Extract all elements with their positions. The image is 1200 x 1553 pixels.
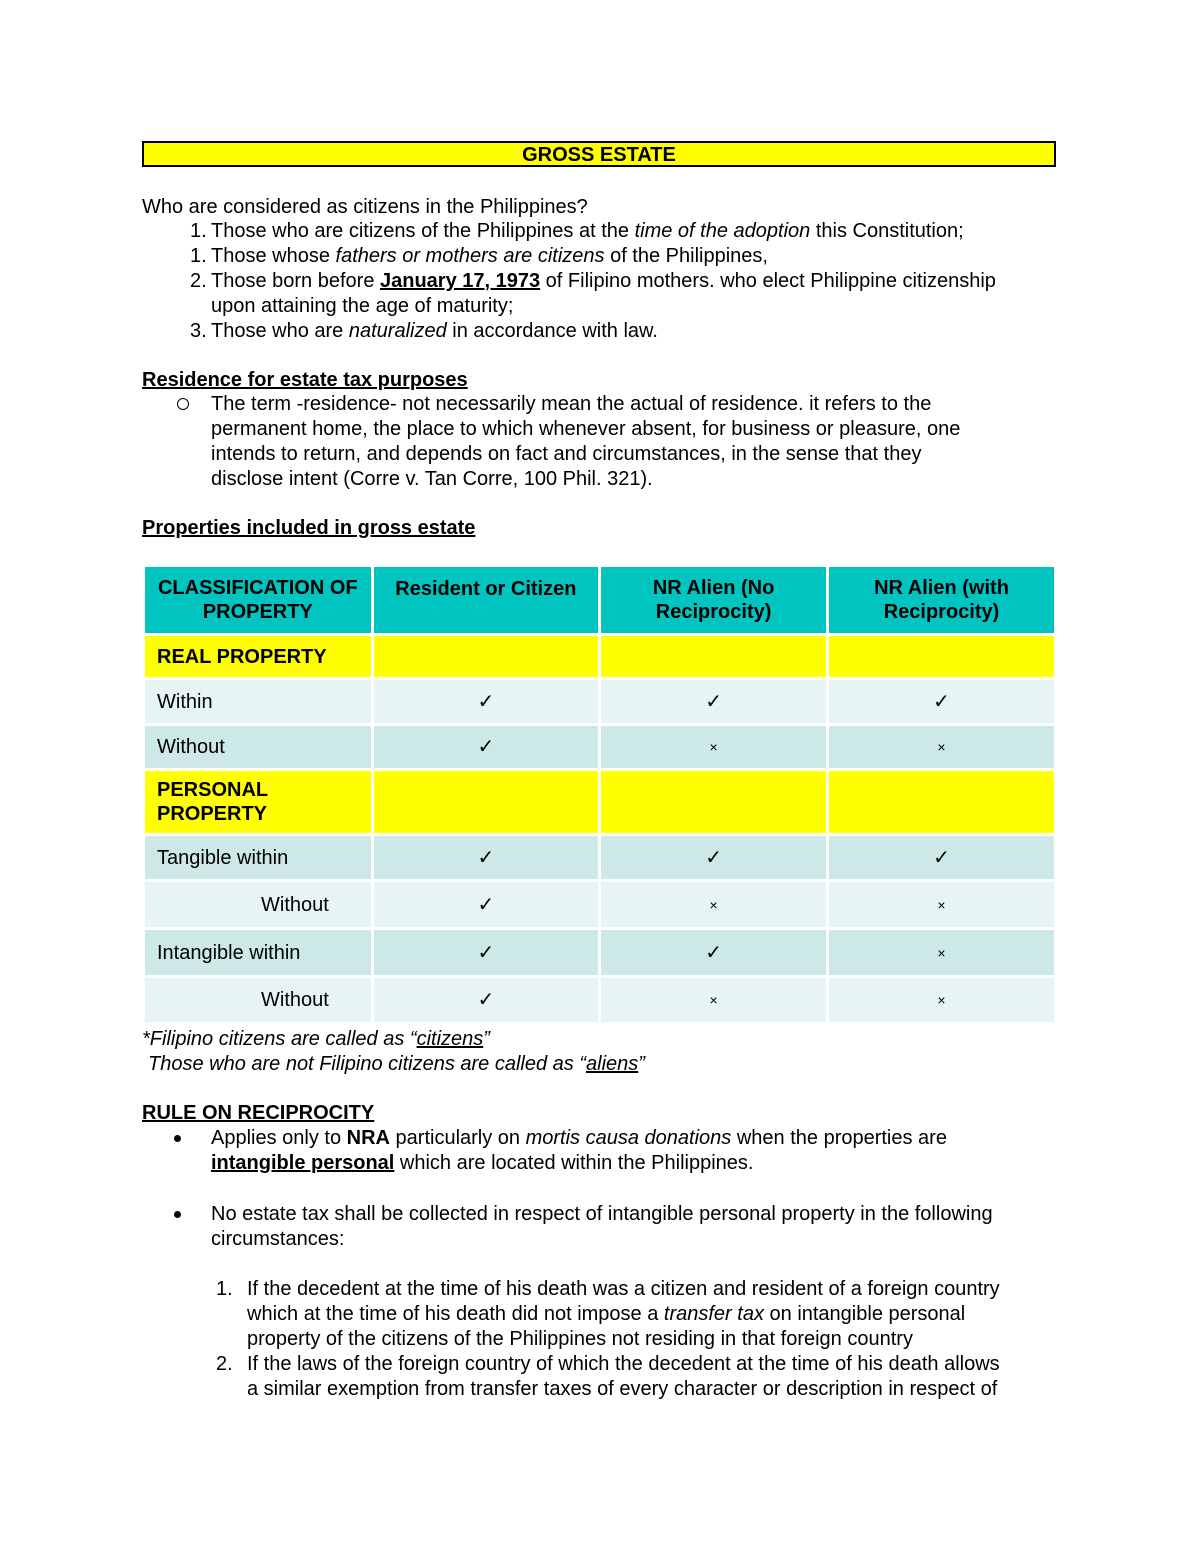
list-number: 1. <box>190 220 207 242</box>
residence-line: disclose intent (Corre v. Tan Corre, 100 Phil. 321). <box>211 468 653 490</box>
check-mark: ✓ <box>374 680 599 723</box>
header-nr-with-reciprocity: NR Alien (with Reciprocity) <box>829 567 1054 633</box>
check-mark: ✓ <box>829 836 1054 879</box>
table-row <box>145 726 1054 768</box>
section-label: REAL PROPERTY <box>145 636 371 677</box>
check-mark: ✓ <box>829 680 1054 723</box>
table-note-aliens: Those who are not Filipino citizens are called as “aliens” <box>148 1053 645 1075</box>
row-label: Tangible within <box>145 836 371 879</box>
check-mark: ✓ <box>601 930 826 975</box>
row-label: Without <box>145 978 371 1022</box>
reciprocity-item-1-cont: property of the citizens of the Philippines not residing in that foreign country <box>247 1328 913 1350</box>
residence-line: permanent home, the place to which whenever absent, for business or pleasure, one <box>211 418 961 440</box>
cross-mark: × <box>829 882 1054 927</box>
table-row <box>145 978 1054 1022</box>
table-note-citizens: *Filipino citizens are called as “citizens” <box>142 1028 490 1050</box>
header-resident: Resident or Citizen <box>374 567 599 633</box>
reciprocity-item-2-cont: a similar exemption from transfer taxes of every character or description in respect of <box>247 1378 998 1400</box>
citizen-item-4: Those who are naturalized in accordance with law. <box>211 320 658 342</box>
citizen-item-3-cont: upon attaining the age of maturity; <box>211 295 514 317</box>
bullet-dot-icon <box>174 1211 181 1218</box>
row-label: Without <box>145 882 371 927</box>
section-label: PERSONAL PROPERTY <box>145 771 371 833</box>
citizens-question: Who are considered as citizens in the Philippines? <box>142 196 588 218</box>
circle-bullet-icon <box>177 398 189 410</box>
cross-mark: × <box>829 930 1054 975</box>
cross-mark: × <box>601 726 826 768</box>
reciprocity-item-2: If the laws of the foreign country of which the decedent at the time of his death allows <box>247 1353 1000 1375</box>
table-row <box>145 680 1054 723</box>
check-mark: ✓ <box>374 726 599 768</box>
table-row <box>145 836 1054 879</box>
check-mark: ✓ <box>601 680 826 723</box>
reciprocity-bullet-1: Applies only to NRA particularly on mortis causa donations when the properties are <box>211 1127 947 1149</box>
citizen-item-3: Those born before January 17, 1973 of Filipino mothers. who elect Philippine citizenship <box>211 270 996 292</box>
list-number: 1. <box>216 1278 233 1300</box>
residence-line: The term -residence- not necessarily mean the actual of residence. it refers to the <box>211 393 932 415</box>
check-mark: ✓ <box>374 978 599 1022</box>
properties-heading: Properties included in gross estate <box>142 517 476 539</box>
reciprocity-item-1-cont: which at the time of his death did not impose a transfer tax on intangible personal <box>247 1303 966 1325</box>
property-table <box>142 564 1057 1025</box>
cross-mark: × <box>829 978 1054 1022</box>
table-row <box>145 882 1054 927</box>
list-number: 2. <box>190 270 207 292</box>
check-mark: ✓ <box>374 882 599 927</box>
table-row <box>145 930 1054 975</box>
check-mark: ✓ <box>601 836 826 879</box>
reciprocity-bullet-2-cont: circumstances: <box>211 1228 345 1250</box>
list-number: 2. <box>216 1353 233 1375</box>
reciprocity-bullet-2: No estate tax shall be collected in respect of intangible personal property in the following <box>211 1203 993 1225</box>
page-title: GROSS ESTATE <box>142 141 1056 167</box>
check-mark: ✓ <box>374 836 599 879</box>
list-number: 3. <box>190 320 207 342</box>
reciprocity-item-1: If the decedent at the time of his death was a citizen and resident of a foreign country <box>247 1278 1000 1300</box>
table-header-row <box>145 567 1054 633</box>
bullet-dot-icon <box>174 1135 181 1142</box>
section-row-real <box>145 636 1054 677</box>
section-row-personal <box>145 771 1054 833</box>
residence-line: intends to return, and depends on fact and circumstances, in the sense that they <box>211 443 922 465</box>
header-nr-no-reciprocity: NR Alien (No Reciprocity) <box>601 567 826 633</box>
cross-mark: × <box>601 882 826 927</box>
citizen-item-2: Those whose fathers or mothers are citizens of the Philippines, <box>211 245 768 267</box>
cross-mark: × <box>601 978 826 1022</box>
row-label: Within <box>145 680 371 723</box>
header-classification: CLASSIFICATION OF PROPERTY <box>145 567 371 633</box>
list-number: 1. <box>190 245 207 267</box>
check-mark: ✓ <box>374 930 599 975</box>
citizen-item-1: Those who are citizens of the Philippines at the time of the adoption this Constitution; <box>211 220 964 242</box>
reciprocity-bullet-1-cont: intangible personal which are located within the Philippines. <box>211 1152 754 1174</box>
residence-heading: Residence for estate tax purposes <box>142 369 468 391</box>
reciprocity-heading: RULE ON RECIPROCITY <box>142 1102 375 1124</box>
row-label: Intangible within <box>145 930 371 975</box>
cross-mark: × <box>829 726 1054 768</box>
row-label: Without <box>145 726 371 768</box>
